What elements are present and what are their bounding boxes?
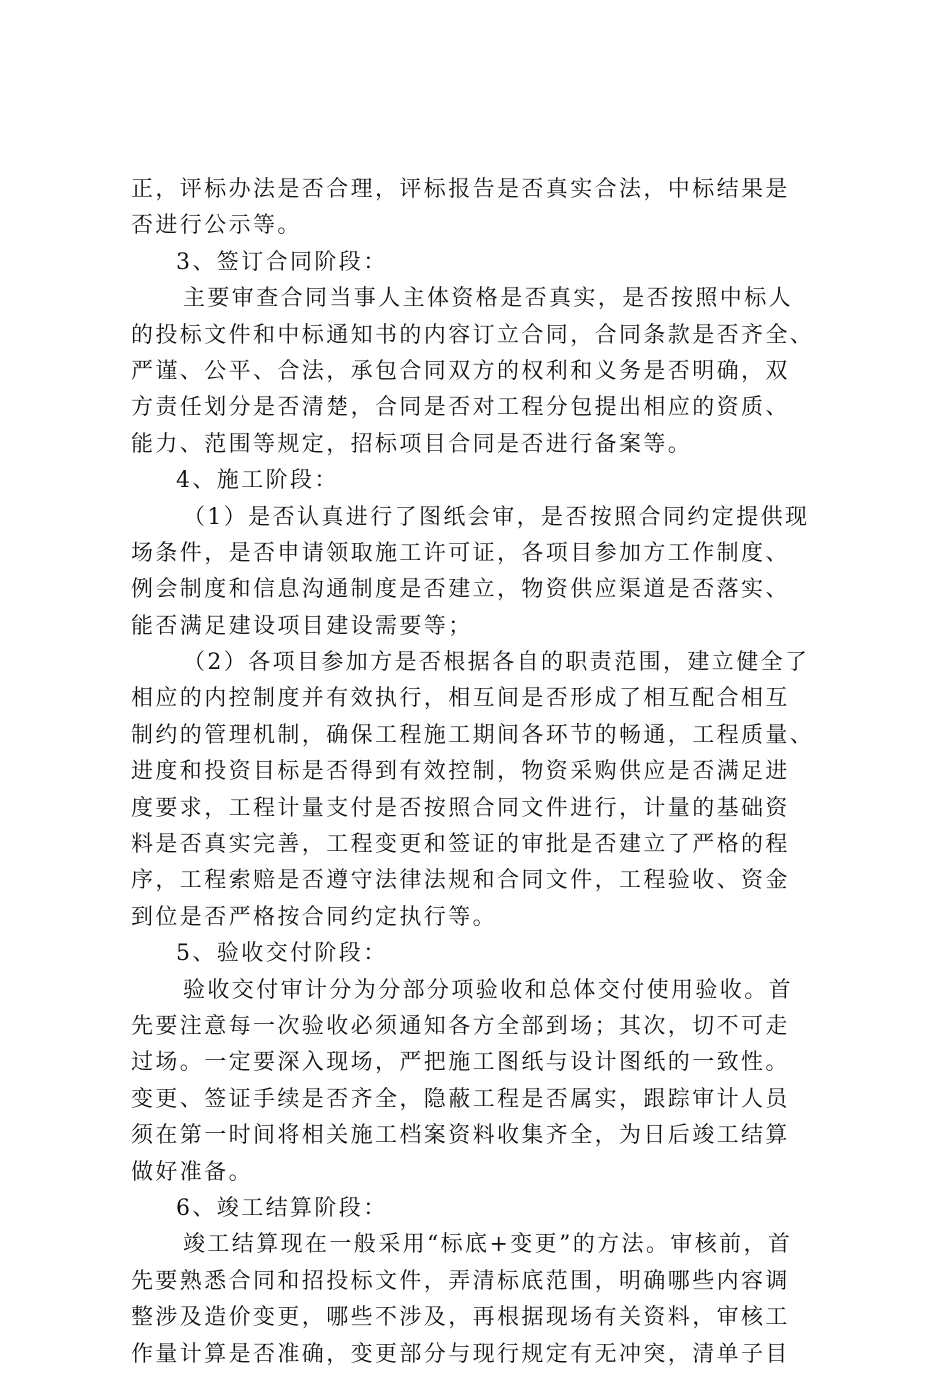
paragraph-line: 主要审查合同当事人主体资格是否真实，是否按照中标人 (183, 286, 794, 312)
paragraph-line: 能力、范围等规定，招标项目合同是否进行备案等。 (131, 431, 693, 457)
section-heading: 3、签订合同阶段： (176, 249, 388, 275)
document-body (131, 172, 831, 1373)
paragraph-line: 竣工结算现在一般采用“标底+变更”的方法。审核前，首 (183, 1232, 793, 1258)
paragraph-line: 料是否真实完善，工程变更和签证的审批是否建立了严格的程 (131, 832, 790, 858)
paragraph-line: 场条件，是否申请领取施工许可证，各项目参加方工作制度、 (131, 540, 790, 566)
paragraph-line: 验收交付审计分为分部分项验收和总体交付使用验收。首 (183, 977, 794, 1003)
paragraph-line: 度要求，工程计量支付是否按照合同文件进行，计量的基础资 (131, 795, 790, 821)
section-heading: 6、竣工结算阶段： (176, 1195, 388, 1221)
paragraph-line: 先要熟悉合同和招投标文件，弄清标底范围，明确哪些内容调 (131, 1268, 790, 1294)
paragraph-line: 先要注意每一次验收必须通知各方全部到场；其次，切不可走 (131, 1013, 790, 1039)
paragraph-line: 相应的内控制度并有效执行，相互间是否形成了相互配合相互 (131, 686, 790, 712)
paragraph-line: 制约的管理机制，确保工程施工期间各环节的畅通，工程质量、 (131, 722, 815, 748)
paragraph-line: 例会制度和信息沟通制度是否建立，物资供应渠道是否落实、 (131, 577, 790, 603)
paragraph-line: 到位是否严格按合同约定执行等。 (131, 904, 498, 930)
paragraph-line: 须在第一时间将相关施工档案资料收集齐全，为日后竣工结算 (131, 1123, 790, 1149)
paragraph-line: 变更、签证手续是否齐全，隐蔽工程是否属实，跟踪审计人员 (131, 1086, 790, 1112)
paragraph-line: 过场。一定要深入现场，严把施工图纸与设计图纸的一致性。 (131, 1050, 790, 1076)
paragraph-line: 作量计算是否准确，变更部分与现行规定有无冲突，清单子目 (131, 1341, 790, 1367)
paragraph-line: （2）各项目参加方是否根据各自的职责范围，建立健全了 (183, 650, 810, 676)
paragraph-line: 序，工程索赔是否遵守法律法规和合同文件，工程验收、资金 (131, 868, 790, 894)
paragraph-line: （1）是否认真进行了图纸会审，是否按照合同约定提供现 (183, 504, 810, 530)
paragraph-line: 正，评标办法是否合理，评标报告是否真实合法，中标结果是 (131, 177, 790, 202)
paragraph-line: 做好准备。 (131, 1159, 254, 1185)
paragraph-line: 的投标文件和中标通知书的内容订立合同，合同条款是否齐全、 (131, 322, 815, 348)
paragraph-line: 进度和投资目标是否得到有效控制，物资采购供应是否满足进 (131, 759, 790, 785)
paragraph-line: 严谨、公平、合法，承包合同双方的权利和义务是否明确，双 (131, 358, 790, 384)
paragraph-line: 方责任划分是否清楚，合同是否对工程分包提出相应的资质、 (131, 395, 790, 421)
section-heading: 4、施工阶段： (176, 468, 339, 494)
section-heading: 5、验收交付阶段： (176, 941, 388, 967)
paragraph-line: 能否满足建设项目建设需要等； (131, 613, 473, 639)
paragraph-line: 否进行公示等。 (131, 213, 302, 239)
paragraph-line: 整涉及造价变更，哪些不涉及，再根据现场有关资料，审核工 (131, 1305, 790, 1331)
